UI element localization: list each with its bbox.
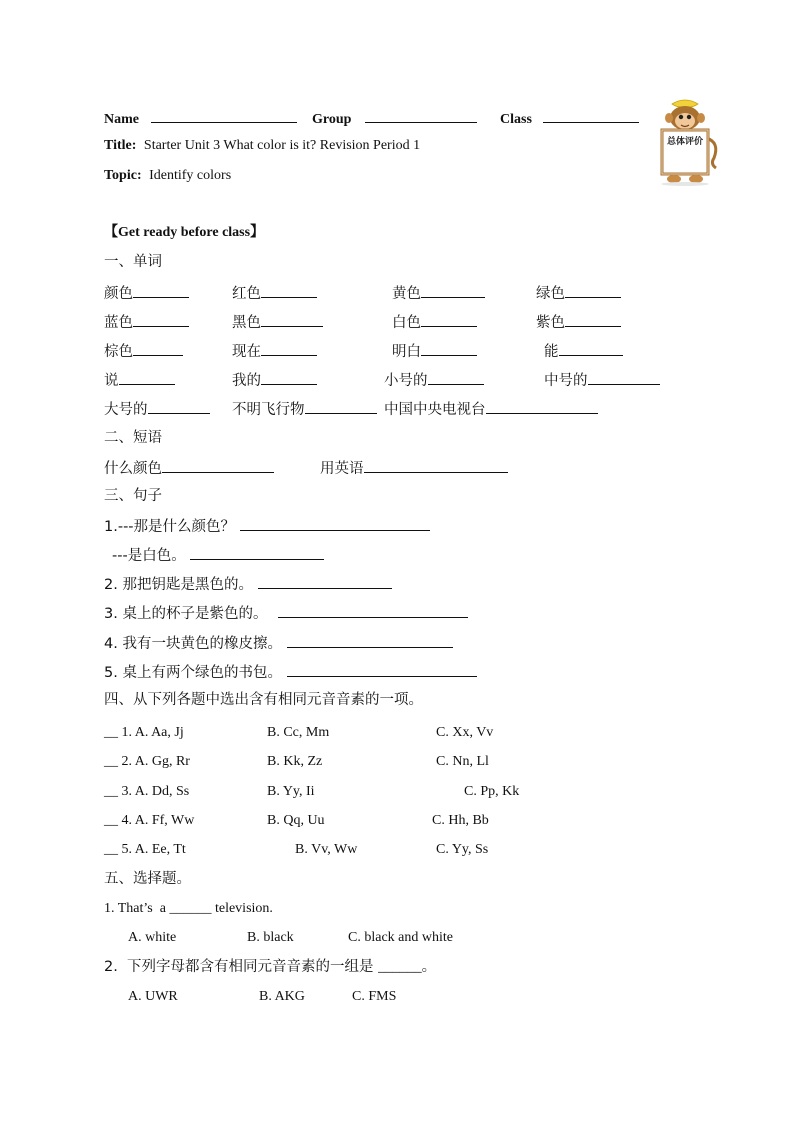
choice-option-a[interactable]: A. white [128,930,177,945]
choice-option-c[interactable]: C. black and white [348,930,453,945]
sentence-3 [104,603,468,623]
vowel-option-c[interactable]: C. Nn, Ll [436,754,489,769]
name-line [104,108,297,129]
vocab-blank[interactable] [261,341,317,356]
group-blank[interactable] [365,108,477,123]
vocab-item: 不明飞行物 [232,402,305,418]
vocab-item: 现在 [232,344,261,360]
topic-label: Topic: [104,168,142,183]
vocab-blank[interactable] [421,312,477,327]
title-line [104,137,420,155]
sentence-1 [104,516,430,536]
vocab-blank[interactable] [421,341,477,356]
vocab-item: 绿色 [536,286,565,302]
choice-option-c[interactable]: C. FMS [352,989,397,1004]
name-label: Name [104,112,139,127]
vocab-item: 小号的 [384,373,428,389]
vocab-item: 明白 [392,344,421,360]
class-label: Class [500,112,532,127]
vowel-question-4 [104,812,794,832]
vowel-question-1 [104,724,794,744]
vocab-blank[interactable] [565,283,621,298]
answer-blank[interactable]: ______ [378,959,422,975]
sentence-5 [104,662,477,682]
sentence-blank[interactable] [190,545,324,560]
phrases-row [104,458,794,480]
choice-heading: 五、选择题。 [104,871,191,887]
vocab-blank[interactable] [305,399,377,414]
name-blank[interactable] [151,108,297,123]
vocab-blank[interactable] [261,312,323,327]
question-stem: 2. 下列字母都含有相同元音音素的一组是 [104,959,379,975]
vowel-question-3 [104,783,794,803]
class-blank[interactable] [543,108,639,123]
vocab-item: 大号的 [104,402,148,418]
vocab-blank[interactable] [486,399,598,414]
vowel-option-a[interactable]: __ 2. A. Gg, Rr [104,754,190,769]
phrase-blank[interactable] [364,458,508,473]
vocab-blank[interactable] [565,312,621,327]
vocab-item: 黄色 [392,286,421,302]
choice-question-2-options [104,988,794,1008]
vocab-item: 我的 [232,373,261,389]
question-stem: 1. That’s a [104,901,170,916]
vocab-row-4 [104,370,794,392]
topic-text: Identify colors [149,168,232,183]
phrase-item: 什么颜色 [104,461,162,477]
sentences-heading: 三、句子 [104,488,162,504]
choice-question-1 [104,900,273,918]
vowel-question-2 [104,753,794,773]
vowel-option-a[interactable]: __ 1. A. Aa, Jj [104,725,184,740]
vocab-blank[interactable] [261,283,317,298]
sentence-text: 1.---那是什么颜色？ [104,519,236,535]
choice-option-a[interactable]: A. UWR [128,989,178,1004]
answer-blank[interactable]: ______ [169,901,212,916]
vocab-blank[interactable] [119,370,175,385]
vocab-item: 紫色 [536,315,565,331]
vocab-item: 棕色 [104,344,133,360]
sentence-1-answer [112,545,324,565]
sentence-blank[interactable] [287,633,453,648]
phrases-heading: 二、短语 [104,430,162,446]
vocab-row-1 [104,283,794,305]
vocab-item: 红色 [232,286,261,302]
vowel-option-a[interactable]: __ 5. A. Ee, Tt [104,842,186,857]
vowel-question-5 [104,841,794,861]
phrase-blank[interactable] [162,458,274,473]
question-stem-end: 。 [421,959,437,975]
evaluation-badge-text: 总体评价 [666,137,703,147]
vocab-blank[interactable] [261,370,317,385]
topic-line [104,167,231,185]
vowel-option-c[interactable]: C. Yy, Ss [436,842,489,857]
choice-question-1-options [104,929,794,949]
vocab-blank[interactable] [588,370,660,385]
vocab-heading: 一、单词 [104,254,162,270]
sentence-4 [104,633,453,653]
vowels-heading: 四、从下列各题中选出含有相同元音音素的一项。 [104,692,423,708]
vocab-item: 中国中央电视台 [384,402,486,418]
vocab-blank[interactable] [559,341,623,356]
vocab-blank[interactable] [133,341,183,356]
vowel-option-b[interactable]: B. Cc, Mm [267,725,330,740]
sentence-2 [104,574,392,594]
choice-option-b[interactable]: B. black [247,930,294,945]
vowel-option-b[interactable]: B. Qq, Uu [267,813,325,828]
sentence-blank[interactable] [278,603,468,618]
vocab-item: 说 [104,373,119,389]
phrase-item: 用英语 [320,461,364,477]
sentence-blank[interactable] [240,516,430,531]
vowel-option-c[interactable]: C. Pp, Kk [464,784,520,799]
sentence-blank[interactable] [258,574,392,589]
vocab-row-2 [104,312,794,334]
vowel-option-a[interactable]: __ 3. A. Dd, Ss [104,784,190,799]
vocab-item: 能 [544,344,559,360]
vocab-blank[interactable] [148,399,210,414]
title-label: Title: [104,138,137,153]
vocab-blank[interactable] [133,312,189,327]
sentence-text: 3. 桌上的杯子是紫色的。 [104,606,268,622]
choice-option-b[interactable]: B. AKG [259,989,305,1004]
sentence-text: 4. 我有一块黄色的橡皮擦。 [104,636,282,652]
vocab-item: 颜色 [104,286,133,302]
sentence-text: 2. 那把钥匙是黑色的。 [104,577,253,593]
class-line [500,108,639,129]
vocab-item: 白色 [392,315,421,331]
question-stem: television. [211,901,273,916]
vowel-option-b[interactable]: B. Yy, Ii [267,784,315,799]
sentence-text: 5. 桌上有两个绿色的书包。 [104,665,282,681]
vocab-item: 蓝色 [104,315,133,331]
vowel-option-b[interactable]: B. Vv, Ww [295,842,358,857]
vowel-option-c[interactable]: C. Hh, Bb [432,813,489,828]
title-text: Starter Unit 3 What color is it? Revision Period 1 [143,138,421,153]
vowel-option-a[interactable]: __ 4. A. Ff, Ww [104,813,195,828]
vocab-blank[interactable] [428,370,484,385]
section-get-ready: 【Get ready before class】 [104,225,265,240]
vocab-blank[interactable] [421,283,485,298]
group-label: Group [312,112,352,127]
vocab-row-3 [104,341,794,363]
choice-question-2 [104,958,436,976]
vowel-option-b[interactable]: B. Kk, Zz [267,754,323,769]
vocab-row-5 [104,399,794,421]
group-line [312,108,477,129]
sentence-blank[interactable] [287,662,477,677]
vowel-option-c[interactable]: C. Xx, Vv [436,725,494,740]
vocab-item: 黑色 [232,315,261,331]
vocab-blank[interactable] [133,283,189,298]
vocab-item: 中号的 [544,373,588,389]
sentence-text: ---是白色。 [112,548,186,564]
